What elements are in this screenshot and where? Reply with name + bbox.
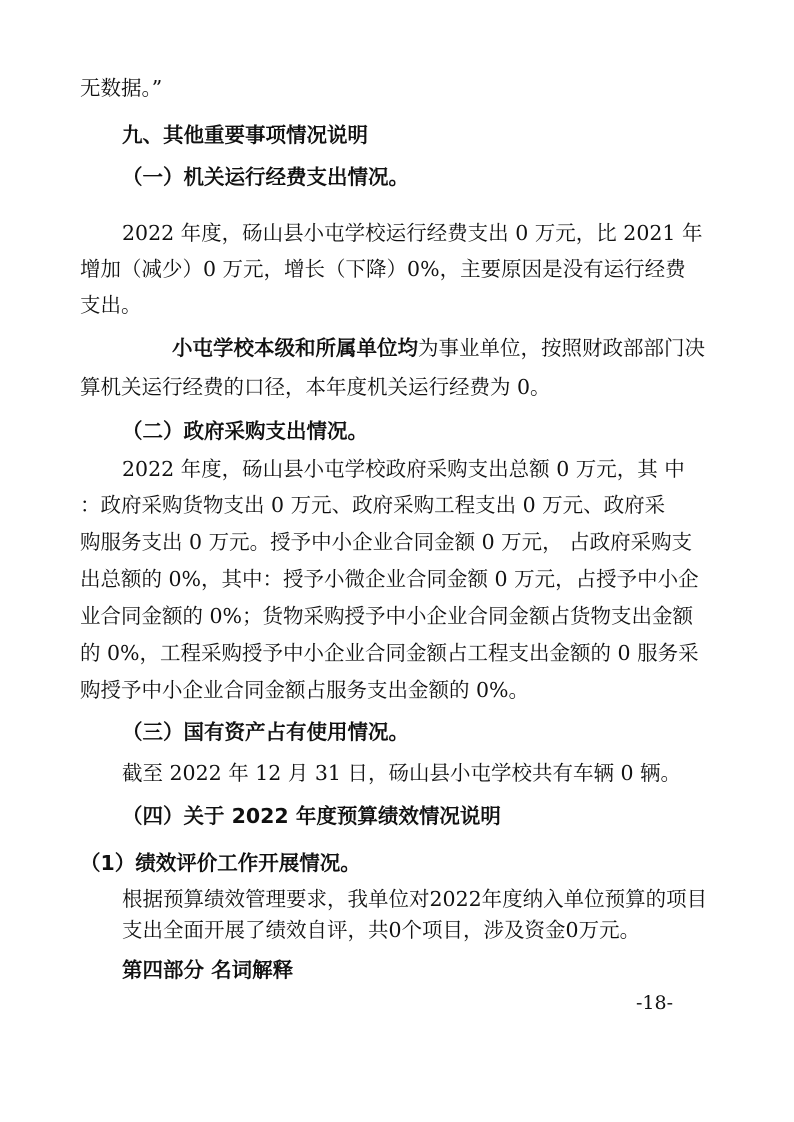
text-line: ：政府采购货物支出 0 万元、政府采购工程支出 0 万元、政府采 [80,493,666,517]
part-heading: 第四部分 名词解释 [122,958,294,982]
section-heading: 九、其他重要事项情况说明 [122,123,368,147]
text-line: 增加（减少）0 万元，增长（下降）0%，主要原因是没有运行经费 [80,257,686,281]
text-line: 购授予中小企业合同金额占服务支出金额的 0%。 [80,678,530,702]
text-line: 2022 年度，砀山县小屯学校政府采购支出总额 0 万元，其 中 [122,457,685,481]
text-line [172,335,705,361]
text-line: 算机关运行经费的口径，本年度机关运行经费为 0。 [80,375,551,399]
text-span: 为事业单位，按照财政部部门决 [418,336,705,360]
page-number: -18- [636,992,674,1014]
text-line: 支出。 [80,293,142,317]
subsection-heading: （三）国有资产占有使用情况。 [122,720,409,744]
subsection-heading: （一）机关运行经费支出情况。 [122,165,409,189]
text-line: 截至 2022 年 12 月 31 日，砀山县小屯学校共有车辆 0 辆。 [122,761,682,785]
text-line: 的 0%，工程采购授予中小企业合同金额占工程支出金额的 0 服务采 [80,641,699,665]
text-line: 出总额的 0%，其中：授予小微企业合同金额 0 万元，占授予中小企 [80,567,699,591]
text-line: 根据预算绩效管理要求，我单位对2022年度纳入单位预算的项目 [122,887,708,911]
text-line: 支出全面开展了绩效自评，共0个项目，涉及资金0万元。 [122,918,641,942]
subsection-heading: （1）绩效评价工作开展情况。 [80,851,361,875]
text-line: 2022 年度，砀山县小屯学校运行经费支出 0 万元，比 2021 年 [122,221,703,245]
subsection-heading: （二）政府采购支出情况。 [122,419,368,443]
bold-phrase: 小屯学校本级和所属单位均 [172,336,418,360]
text-line: 业合同金额的 0%；货物采购授予中小企业合同金额占货物支出金额 [80,604,694,628]
subsection-heading: （四）关于 2022 年度预算绩效情况说明 [122,804,501,828]
text-line: 无数据。” [80,76,163,100]
text-line: 购服务支出 0 万元。授予中小企业合同金额 0 万元， 占政府采购支 [80,530,693,554]
